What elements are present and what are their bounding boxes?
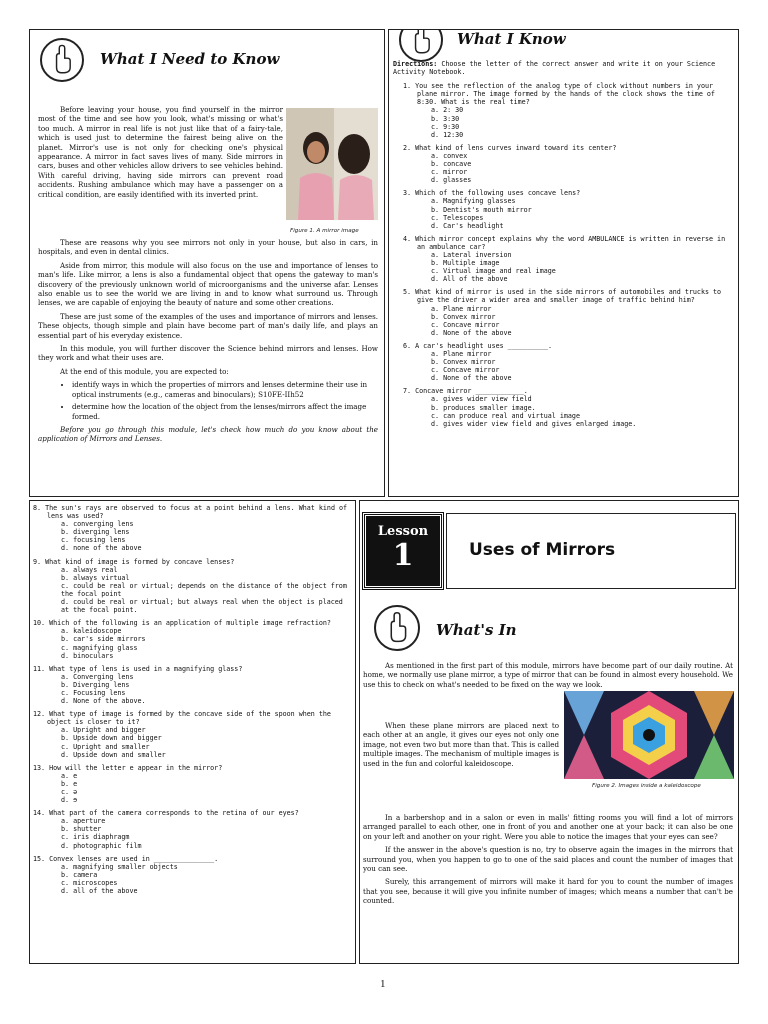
question-item: [403, 144, 733, 184]
lesson-number: 1: [392, 538, 414, 573]
answer-option: d. binoculars: [61, 651, 114, 660]
paragraph: These are reasons why you see mirrors not only in your house, but also in cars, in hospitals, and even in dental clinics.: [38, 238, 378, 257]
answer-option: b. Convex mirror: [431, 358, 496, 367]
paragraph: As mentioned in the first part of this module, mirrors have become part of our daily routine. At home, we normally use plane mirror, a type of mirror that can be found in almost every household. We use this to check on what's needed to be fixed on the way we look.: [363, 661, 733, 689]
answer-option: b. diverging lens: [61, 528, 130, 537]
question-item: [33, 855, 351, 895]
answer-option: b. Upside down and bigger: [61, 734, 162, 743]
paragraph: In a barbershop and in a salon or even in malls' fitting rooms you will find a lot of mirrors arranged parallel to each other, one in front of you and another one at your back; it can also be one on your left and another on your right. Were you able to notice the images that your eyes can see?: [363, 813, 733, 841]
answer-option: c. Concave mirror: [431, 366, 500, 375]
objective-item: • identify ways in which the properties of mirrors and lenses determine their use in optical instruments (e.g., cameras and binoculars); S10FE-IIh52: [72, 380, 378, 399]
directions-label: Directions:: [393, 60, 438, 68]
objective-item: • determine how the location of the object from the lenses/mirrors affect the image formed.: [72, 402, 378, 421]
answer-option: c. focusing lens: [61, 536, 126, 545]
answer-option: d. could be real or virtual; but always real when the object is placed at the focal point.: [61, 598, 343, 615]
pointing-hand-icon: [374, 605, 420, 651]
answer-option: b. Multiple image: [431, 259, 500, 268]
question-stem: 5. What kind of mirror is used in the side mirrors of automobiles and trucks to give the driver a wider area and smaller image of traffic behind him?: [403, 288, 722, 305]
answer-option: a. converging lens: [61, 520, 134, 529]
pointing-hand-icon: [399, 29, 443, 62]
answer-option: b. Convex mirror: [431, 312, 496, 321]
answer-option: a. aperture: [61, 817, 106, 826]
pointing-hand-icon: [40, 38, 84, 82]
answer-option: b. shutter: [61, 825, 102, 834]
question-item: [33, 809, 351, 849]
paragraph: Before leaving your house, you find yourself in the mirror most of the time and see how you look, what's missing or what's too much. A mirror in real life is not just like that of a fairy-tale, which is used just to determine the fairest being alive on the planet. Mirror's use is not only for checking one's physical appearance. A mirror in fact saves lives of many. Side mirrors in cars, buses and other vehicles allow drivers to see vehicles behind. With careful driving, having side mirrors can prevent road accidents. Rushing ambulance which may have a passenger on a critical condition, are easily identified with its inverted print.: [38, 105, 283, 199]
answer-option: a. Converging lens: [61, 672, 134, 681]
answer-option: d. all of the above: [61, 887, 138, 896]
answer-option: a. convex: [431, 151, 468, 160]
paragraph: In this module, you will further discover the Science behind mirrors and lenses. How they work and what their uses are.: [38, 344, 378, 363]
question-item: [33, 558, 351, 615]
answer-option: d. glasses: [431, 176, 472, 185]
question-item: [403, 342, 733, 382]
objectives-list: [38, 380, 378, 421]
question-stem: 2. What kind of lens curves inward toward its center?: [403, 143, 617, 152]
answer-option: a. Lateral inversion: [431, 250, 512, 259]
answer-option: a. gives wider view field: [431, 395, 532, 404]
answer-option: c. ə: [61, 788, 78, 796]
answer-option: a. kaleidoscope: [61, 627, 122, 636]
answer-option: b. Dentist's mouth mirror: [431, 205, 532, 214]
question-item: [403, 235, 733, 284]
answer-option: a. magnifying smaller objects: [61, 862, 178, 871]
answer-option: b. 3:30: [431, 114, 460, 123]
question-stem: 4. Which mirror concept explains why the word AMBULANCE is written in reverse in an ambulance car?: [403, 234, 726, 251]
answer-option: d. Car's headlight: [431, 221, 504, 230]
lesson-title: Uses of Mirrors: [469, 540, 616, 560]
answer-option: c. could be real or virtual; depends on the distance of the object from the focal point: [61, 581, 347, 598]
answer-option: a. 2: 30: [431, 106, 464, 115]
directions-text: Choose the letter of the correct answer and write it on your Science Activity Notebook.: [393, 60, 716, 77]
question-item: [33, 710, 351, 759]
answer-option: a. Plane mirror: [431, 350, 492, 358]
lesson-panel: [359, 500, 739, 964]
questions-continued-panel: [29, 500, 356, 964]
question-stem: 14. What part of the camera corresponds to the retina of our eyes?: [33, 809, 299, 818]
figure-caption: Figure 2. Images inside a kaleidoscope: [592, 783, 701, 789]
lesson-title-box: [446, 513, 736, 589]
lesson-badge: [363, 513, 443, 589]
question-stem: 6. A car's headlight uses __________.: [403, 341, 552, 350]
figure-caption: Figure 1. A mirror image: [290, 228, 359, 234]
question-stem: 10. Which of the following is an application of multiple image refraction?: [33, 619, 331, 628]
answer-option: b. Diverging lens: [61, 680, 130, 689]
answer-option: b. e: [61, 779, 78, 788]
answer-option: a. Upright and bigger: [61, 726, 146, 735]
kaleidoscope-photo: [564, 691, 734, 779]
answer-option: d. photographic film: [61, 841, 142, 850]
answer-option: c. iris diaphragm: [61, 833, 130, 842]
question-stem: 3. Which of the following uses concave lens?: [403, 189, 581, 198]
question-stem: 12. What type of image is formed by the concave side of the spoon when the object is closer to it?: [33, 710, 331, 727]
question-stem: 15. Convex lenses are used in _______________.: [33, 854, 219, 863]
answer-option: c. Concave mirror: [431, 320, 500, 329]
question-item: [33, 504, 351, 553]
paragraph: Aside from mirror, this module will also focus on the use and importance of lenses to man's life. Like mirror, a lens is also a fundamental object that opens the gateway to man's discovery of the previously unknown world of microorganisms and the universe afar. Lenses also enable us to see the world we are living in and to know what surround us. Through lenses, we are capable of enjoying the beauty of nature and some other creations.: [38, 260, 378, 308]
what-i-know-questions: [393, 82, 733, 428]
answer-option: b. car's side mirrors: [61, 635, 146, 644]
answer-option: d. None of the above.: [61, 697, 146, 706]
question-stem: 13. How will the letter e appear in the mirror?: [33, 763, 223, 772]
question-item: [403, 387, 733, 427]
answer-option: c. Upright and smaller: [61, 742, 150, 751]
paragraph: If the answer in the above's question is no, try to observe again the images in the mirrors that surround you, when you happen to go to one of the said places and count the number of images that you can see.: [363, 845, 733, 874]
answer-option: d. None of the above: [431, 374, 512, 383]
paragraph: At the end of this module, you are expected to:: [60, 366, 229, 376]
question-item: [33, 764, 351, 804]
mirror-image-photo: [286, 108, 378, 220]
answer-option: d. All of the above: [431, 275, 508, 284]
answer-option: c. Focusing lens: [61, 688, 126, 697]
question-item: [403, 288, 733, 337]
section-title: What I Need to Know: [100, 50, 280, 68]
answer-option: d. ɘ: [61, 796, 78, 805]
answer-option: a. Plane mirror: [431, 304, 492, 313]
question-item: [403, 189, 733, 229]
answer-option: c. can produce real and virtual image: [431, 411, 580, 420]
answer-option: d. none of the above: [61, 544, 142, 553]
paragraph: These are just some of the examples of the uses and importance of mirrors and lenses. These objects, though simple and plain have become part of man's daily life, and plays an essential part of his everyday existence.: [38, 311, 378, 340]
answer-option: b. concave: [431, 160, 472, 169]
answer-option: a. Magnifying glasses: [431, 197, 516, 206]
answer-option: c. microscopes: [61, 878, 118, 887]
answer-option: d. 12:30: [431, 130, 464, 139]
question-stem: 9. What kind of image is formed by concave lenses?: [33, 557, 235, 566]
paragraph: When these plane mirrors are placed next to each other at an angle, it gives our eyes not only one image, not even two but more than that. This is called multiple images. The mechanism of multiple images is used in the fun and colorful kaleidoscope.: [363, 721, 559, 768]
answer-option: c. Telescopes: [431, 213, 484, 222]
section-title: What I Know: [457, 30, 566, 48]
page-number: 1: [380, 978, 386, 990]
answer-option: c. 9:30: [431, 122, 460, 131]
question-item: [33, 665, 351, 705]
continued-questions: [33, 504, 351, 900]
section-title: What's In: [436, 621, 517, 639]
answer-option: d. None of the above: [431, 328, 512, 337]
closing-note: Before you go through this module, let's check how much do you know about the application of Mirrors and Lenses.: [38, 424, 378, 444]
answer-option: b. camera: [61, 870, 98, 879]
answer-option: b. produces smaller image.: [431, 403, 536, 412]
question-stem: 8. The sun's rays are observed to focus at a point behind a lens. What kind of lens was used?: [33, 504, 348, 521]
question-stem: 11. What type of lens is used in a magnifying glass?: [33, 664, 243, 673]
answer-option: c. mirror: [431, 168, 468, 177]
answer-option: c. magnifying glass: [61, 643, 138, 652]
lesson-label: Lesson: [377, 524, 429, 539]
what-i-know-panel: [388, 29, 739, 497]
question-stem: 1. You see the reflection of the analog type of clock without numbers in your plane mirror. The image formed by the hands of the clock shows the time of 8:30. What is the real time?: [403, 82, 715, 107]
answer-option: a. e: [61, 771, 78, 780]
answer-option: c. Virtual image and real image: [431, 267, 556, 276]
answer-option: d. Upside down and smaller: [61, 750, 166, 759]
question-item: [403, 82, 733, 139]
paragraph: Surely, this arrangement of mirrors will make it hard for you to count the number of images that you see, because it will give you infinite number of images; which means a number that can't be counted.: [363, 877, 733, 906]
question-stem: 7. Concave mirror ____________.: [403, 387, 528, 396]
question-item: [33, 619, 351, 659]
answer-option: d. gives wider view field and gives enlarged image.: [431, 419, 637, 428]
answer-option: a. always real: [61, 565, 118, 574]
answer-option: b. always virtual: [61, 573, 130, 582]
what-i-need-to-know-panel: [29, 29, 385, 497]
